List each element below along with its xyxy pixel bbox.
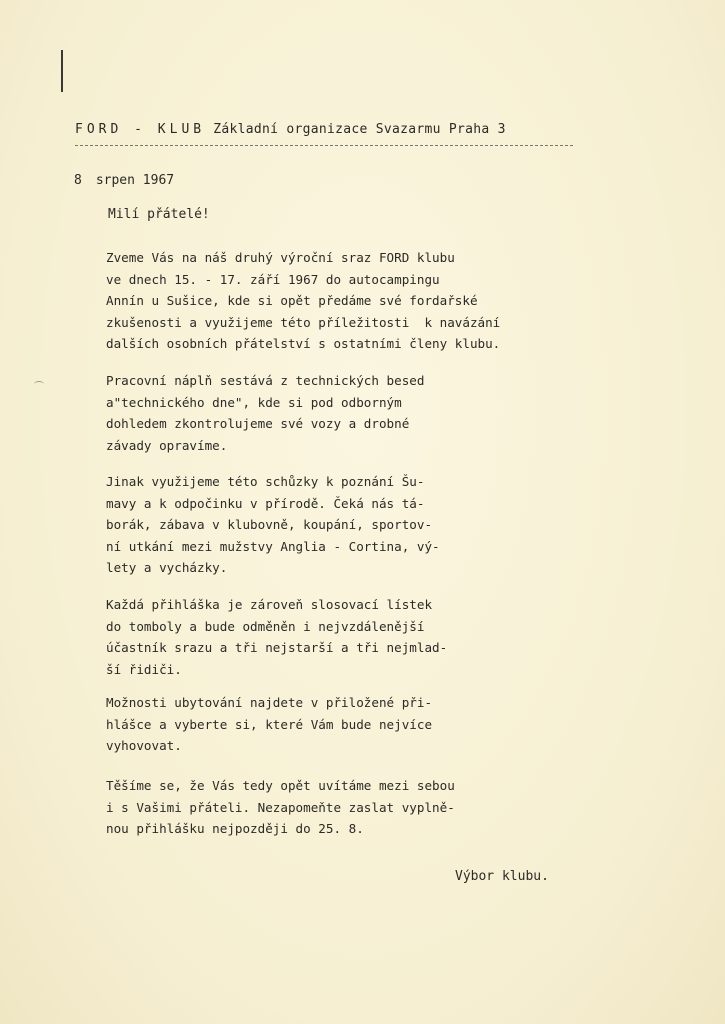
text-line: závady opravíme. [106,437,228,453]
margin-smudge [34,381,44,388]
organization-name: Základní organizace Svazarmu Praha 3 [213,122,506,137]
text-line: dalších osobních přátelství s ostatními členy klubu. [106,336,501,352]
signature: Výbor klubu. [455,869,549,884]
text-line: Každá přihláška je zároveň slosovací lístek [106,597,433,612]
paragraph-program [106,370,424,456]
club-name: FORD - KLUB [75,122,206,137]
text-line: Pracovní náplň sestává z technických besed [106,373,425,388]
margin-line-mark [61,50,63,92]
text-line: vyhovovat. [106,738,182,754]
text-line: ve dnech 15. - 17. září 1967 do autocampingu [106,271,440,287]
text-line: dohledem zkontrolujeme své vozy a drobné [106,416,410,432]
letterhead [75,122,575,137]
text-line: borák, zábava v klubovně, koupání, sportov- [106,517,433,533]
text-line: do tomboly a bude odměněn i nejvzdálenější [106,618,425,634]
text-line: lety a vycházky. [106,560,228,576]
greeting: Milí přátelé! [108,207,210,222]
text-line: Jinak využijeme této schůzky k poznání Šu- [106,474,425,489]
text-line: zkušenosti a využijeme této příležitosti k navázání [106,314,501,330]
letterhead-rule [75,145,573,146]
paragraph-closing [106,775,455,840]
paragraph-invitation [106,247,500,355]
letter-date [74,173,174,188]
date-month-year: srpen 1967 [95,173,175,188]
text-line: nou přihlášku nejpozději do 25. 8. [106,821,364,837]
text-line: ní utkání mezi mužstvy Anglia - Cortina, vý- [106,538,440,554]
text-line: účastník srazu a tři nejstarší a tři nejmlad- [106,640,448,656]
text-line: a"technického dne", kde si pod odborným [106,394,402,410]
text-line: Annín u Sušice, kde si opět předáme své fordařské [106,293,478,309]
paragraph-activities [106,471,440,579]
text-line: mavy a k odpočinku v přírodě. Čeká nás tá- [106,495,425,511]
text-line: Těšíme se, že Vás tedy opět uvítáme mezi sebou [106,778,455,793]
text-line: Zveme Vás na náš druhý výroční sraz FORD klubu [106,250,455,265]
text-line: Možnosti ubytování najdete v přiložené při- [106,695,433,710]
text-line: ší řidiči. [106,661,182,677]
date-day: 8 [74,173,82,188]
paragraph-raffle [106,594,447,680]
text-line: hlášce a vyberte si, které Vám bude nejvíce [106,716,433,732]
text-line: i s Vašimi přáteli. Nezapomeňte zaslat vyplně- [106,799,455,815]
paragraph-accommodation [106,692,432,757]
